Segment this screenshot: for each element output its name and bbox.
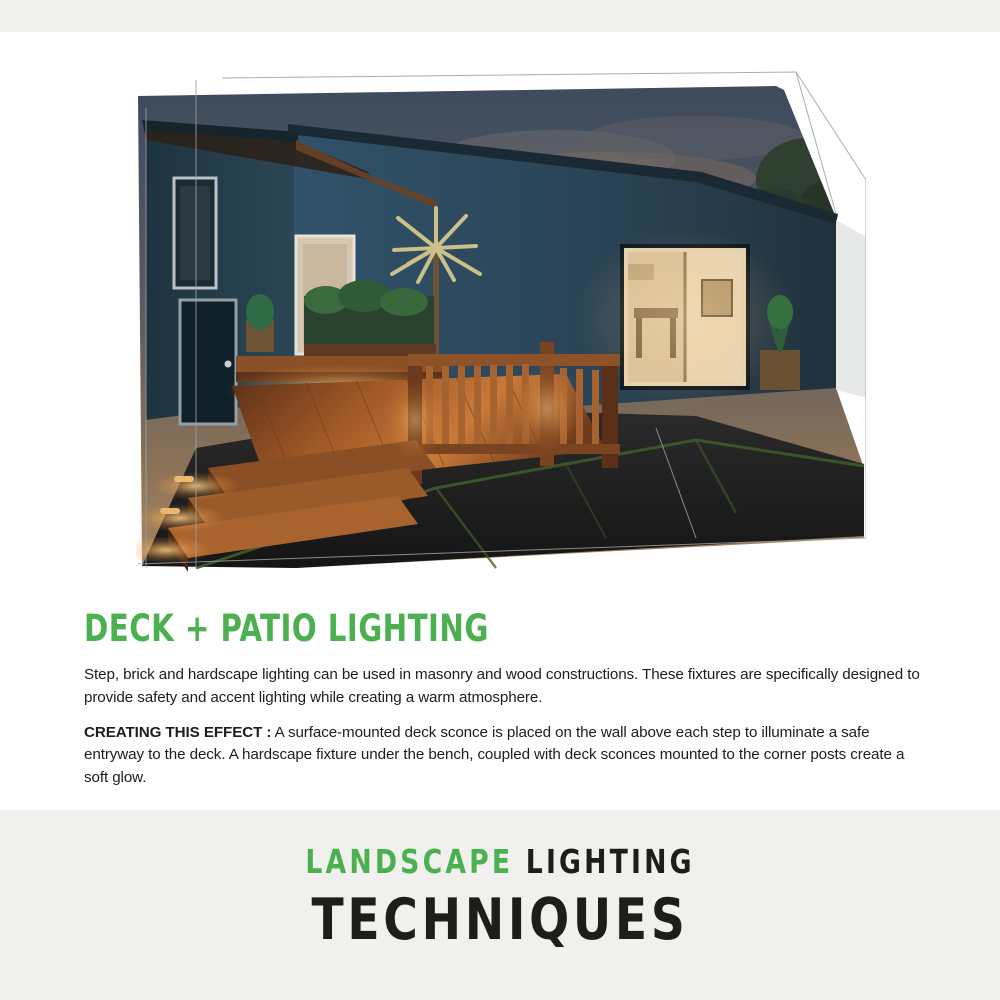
footer-title-landscape: LANDSCAPE (305, 842, 514, 881)
content-card (0, 32, 1000, 810)
footer-title-line-1 (50, 842, 950, 881)
text-block (84, 607, 924, 802)
footer-title-lighting: LIGHTING (525, 842, 695, 881)
intro-paragraph: Step, brick and hardscape lighting can be used in masonry and wood constructions. These fixtures are specifically designed to provide safety and accent lighting while creating a warm atmosphere. (84, 666, 920, 706)
footer-title-line-2: TECHNIQUES (311, 887, 689, 953)
illustration-deck-patio-lighting (136, 68, 866, 598)
footer (0, 810, 1000, 1000)
effect-body: A surface-mounted deck sconce is placed on the wall above each step to illuminate a safe entryway to the deck. A hardscape fixture under the bench, coupled with deck sconces mounted to the corner posts create a soft glow. (84, 723, 905, 787)
effect-paragraph (84, 722, 924, 790)
footer-brand (0, 842, 1000, 953)
scene-render (136, 68, 866, 598)
page-title: DECK + PATIO LIGHTING (84, 607, 489, 650)
effect-label: CREATING THIS EFFECT : (84, 723, 272, 741)
